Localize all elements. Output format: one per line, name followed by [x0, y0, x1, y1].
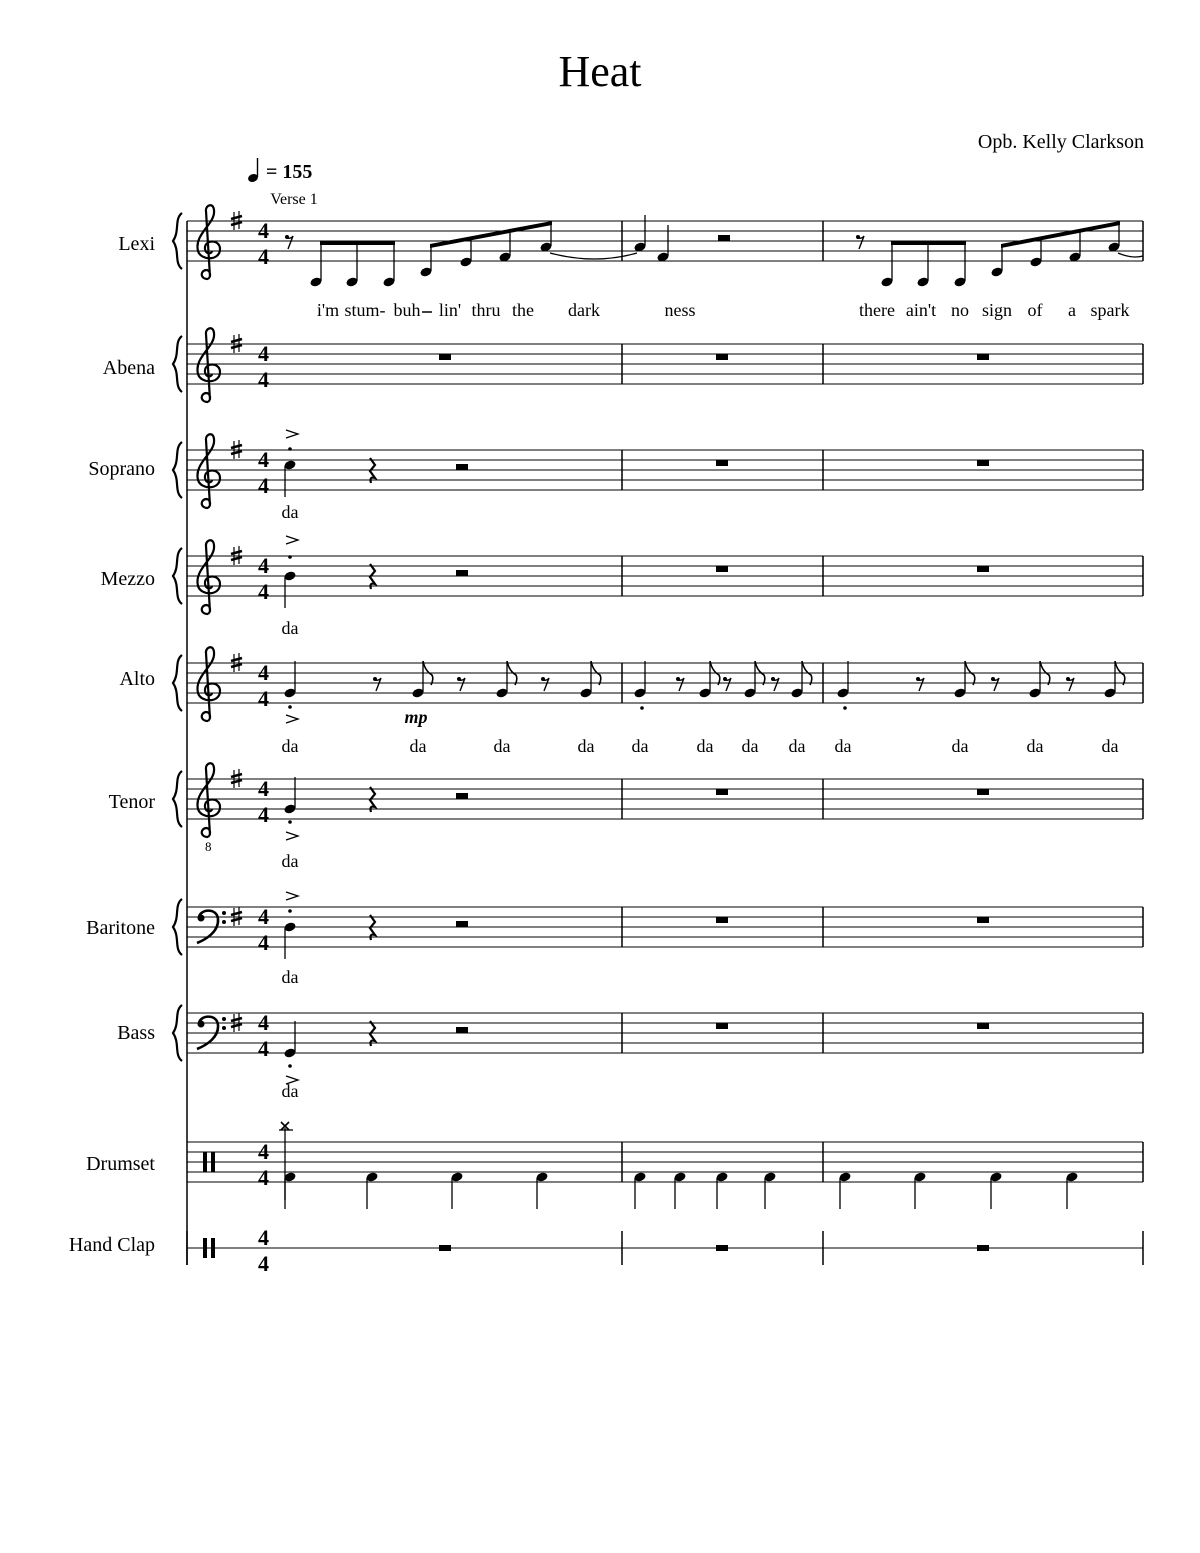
time-signature-numerator: 4: [258, 447, 269, 472]
lyric-syllable: da: [1101, 736, 1119, 756]
whole-rest: [977, 1023, 989, 1029]
bass-clef-dot: [222, 911, 226, 915]
half-rest: [456, 1027, 468, 1033]
lyric-syllable: thru: [471, 300, 501, 320]
staff-soprano: [88, 430, 1143, 522]
brace-icon: [173, 213, 182, 269]
half-rest: [456, 464, 468, 470]
time-signature-denominator: 4: [258, 686, 269, 711]
brace-icon: [173, 442, 182, 498]
brace-icon: [173, 336, 182, 392]
brace-icon: [173, 548, 182, 604]
beam: [430, 221, 552, 248]
time-signature-denominator: 4: [258, 579, 269, 604]
tie: [1118, 253, 1143, 257]
instrument-label-lexi: Lexi: [118, 233, 155, 255]
bass-clef-icon: [198, 1021, 205, 1028]
time-signature-numerator: 4: [258, 660, 269, 685]
lyric-syllable: da: [493, 736, 511, 756]
lyric-syllable: da: [788, 736, 806, 756]
instrument-label-baritone: Baritone: [86, 917, 155, 939]
whole-rest: [716, 789, 728, 795]
instrument-label-drumset: Drumset: [86, 1153, 155, 1175]
bass-clef-dot: [222, 1017, 226, 1021]
clef-octave-mark: 8: [205, 839, 212, 854]
whole-rest: [716, 566, 728, 572]
treble-clef-icon: [197, 647, 220, 721]
rehearsal-mark: Verse 1: [270, 191, 318, 208]
percussion-clef-icon: [203, 1238, 207, 1258]
lyric-syllable: buh: [393, 300, 421, 320]
bass-clef-dot: [222, 1026, 226, 1030]
lyric-syllable: a: [1068, 300, 1076, 320]
lyric-syllable: ain't: [905, 300, 937, 320]
brace-icon: [173, 771, 182, 827]
eighth-rest: [678, 678, 684, 691]
percussion-clef-icon: [211, 1152, 215, 1172]
whole-rest: [716, 354, 728, 360]
lyric-syllable: da: [834, 736, 852, 756]
eighth-rest: [1068, 678, 1074, 691]
staff-bass: [117, 1005, 1143, 1101]
beam: [320, 241, 395, 245]
lyric-syllable: there: [859, 300, 895, 320]
time-signature-numerator: 4: [258, 1139, 269, 1164]
staccato-dot: [288, 820, 292, 824]
score-title: Heat: [558, 47, 642, 96]
beam: [1001, 221, 1120, 248]
instrument-label-handclap: Hand Clap: [68, 1234, 155, 1256]
half-rest: [456, 921, 468, 927]
lyric-syllable: da: [281, 1081, 299, 1101]
bass-clef-icon: [198, 915, 205, 922]
tempo-marking: [247, 158, 312, 183]
time-signature-denominator: 4: [258, 367, 269, 392]
lyric-syllable: da: [409, 736, 427, 756]
time-signature-numerator: 4: [258, 1010, 269, 1035]
time-signature-numerator: 4: [258, 1225, 269, 1250]
eighth-rest: [287, 236, 293, 249]
treble-clef-icon: [197, 328, 220, 402]
whole-rest: [439, 1245, 451, 1251]
time-signature-denominator: 4: [258, 244, 269, 269]
staff-tenor: [109, 763, 1143, 871]
composer-credit: Opb. Kelly Clarkson: [977, 131, 1144, 153]
tie: [550, 253, 637, 259]
time-signature-denominator: 4: [258, 1036, 269, 1061]
eighth-rest: [725, 678, 731, 691]
staccato-dot: [288, 705, 292, 709]
time-signature-numerator: 4: [258, 553, 269, 578]
whole-rest: [716, 917, 728, 923]
brace-icon: [173, 1005, 182, 1061]
eighth-rest: [459, 678, 465, 691]
instrument-label-mezzo: Mezzo: [100, 568, 155, 590]
staccato-dot: [288, 555, 292, 559]
half-rest: [456, 793, 468, 799]
lyric-syllable: stum-: [344, 300, 386, 320]
whole-rest: [716, 1245, 728, 1251]
accent-mark: [286, 832, 298, 840]
instrument-label-tenor: Tenor: [108, 791, 155, 813]
tempo-value: = 155: [266, 161, 313, 183]
lyric-syllable: no: [951, 300, 969, 320]
staff-abena: [103, 328, 1143, 402]
instrument-label-soprano: Soprano: [88, 458, 155, 480]
lyric-syllable: da: [631, 736, 649, 756]
time-signature-denominator: 4: [258, 930, 269, 955]
lyric-syllable: da: [281, 967, 299, 987]
time-signature-denominator: 4: [258, 1165, 269, 1190]
eighth-rest: [375, 678, 381, 691]
staff-handclap: [69, 1225, 1143, 1276]
instrument-label-bass: Bass: [117, 1022, 155, 1044]
lyric-syllable: da: [1026, 736, 1044, 756]
accent-mark: [286, 536, 298, 544]
bass-clef-dot: [222, 920, 226, 924]
staff-mezzo: [101, 536, 1143, 638]
lyric-syllable: lin': [438, 300, 462, 320]
treble-clef-icon: [197, 205, 220, 279]
instrument-label-alto: Alto: [119, 668, 155, 690]
treble-clef-icon: [197, 540, 220, 614]
lyric-syllable: spark: [1090, 300, 1130, 320]
staccato-dot: [288, 447, 292, 451]
accent-mark: [286, 715, 298, 723]
staff-baritone: [86, 892, 1143, 987]
dynamic-marking: mp: [404, 707, 428, 727]
time-signature-numerator: 4: [258, 341, 269, 366]
time-signature-numerator: 4: [258, 904, 269, 929]
lyric-syllable: da: [741, 736, 759, 756]
whole-rest: [716, 460, 728, 466]
treble-clef-icon: [197, 763, 220, 837]
lyric-syllable: of: [1027, 300, 1043, 320]
staccato-dot: [288, 909, 292, 913]
whole-rest: [977, 460, 989, 466]
staff-lexi: [118, 205, 1143, 320]
lyric-syllable: i'm: [316, 300, 340, 320]
lyric-syllable: da: [281, 618, 299, 638]
time-signature-numerator: 4: [258, 218, 269, 243]
staccato-dot: [640, 706, 644, 710]
lyric-syllable: sign: [981, 300, 1013, 320]
time-signature-numerator: 4: [258, 776, 269, 801]
treble-clef-icon: [197, 434, 220, 508]
lyric-syllable: da: [577, 736, 595, 756]
lyric-syllable: the: [512, 300, 534, 320]
lyric-syllable: da: [281, 851, 299, 871]
lyric-syllable: da: [281, 736, 299, 756]
staff-alto: [119, 647, 1143, 756]
half-rest: [718, 235, 730, 241]
time-signature-denominator: 4: [258, 802, 269, 827]
whole-rest: [977, 354, 989, 360]
percussion-clef-icon: [203, 1152, 207, 1172]
staccato-dot: [843, 706, 847, 710]
quarter-note-icon: [247, 158, 259, 183]
lyric-syllable: da: [951, 736, 969, 756]
brace-icon: [173, 655, 182, 711]
eighth-rest: [858, 236, 864, 249]
brace-icon: [173, 899, 182, 955]
lyric-syllable: dark: [568, 300, 600, 320]
eighth-rest: [918, 678, 924, 691]
whole-rest: [977, 1245, 989, 1251]
whole-rest: [977, 566, 989, 572]
lyric-syllable: da: [696, 736, 714, 756]
whole-rest: [977, 789, 989, 795]
eighth-rest: [993, 678, 999, 691]
staccato-dot: [288, 1064, 292, 1068]
accent-mark: [286, 892, 298, 900]
whole-rest: [439, 354, 451, 360]
eighth-rest: [773, 678, 779, 691]
instrument-label-abena: Abena: [102, 357, 155, 379]
staff-drumset: [86, 1122, 1143, 1209]
whole-rest: [977, 917, 989, 923]
whole-rest: [716, 1023, 728, 1029]
eighth-rest: [543, 678, 549, 691]
lyric-syllable: ness: [664, 300, 696, 320]
accent-mark: [286, 430, 298, 438]
lyric-syllable: da: [281, 502, 299, 522]
time-signature-denominator: 4: [258, 1251, 269, 1276]
half-rest: [456, 570, 468, 576]
percussion-clef-icon: [211, 1238, 215, 1258]
time-signature-denominator: 4: [258, 473, 269, 498]
beam: [891, 241, 966, 245]
